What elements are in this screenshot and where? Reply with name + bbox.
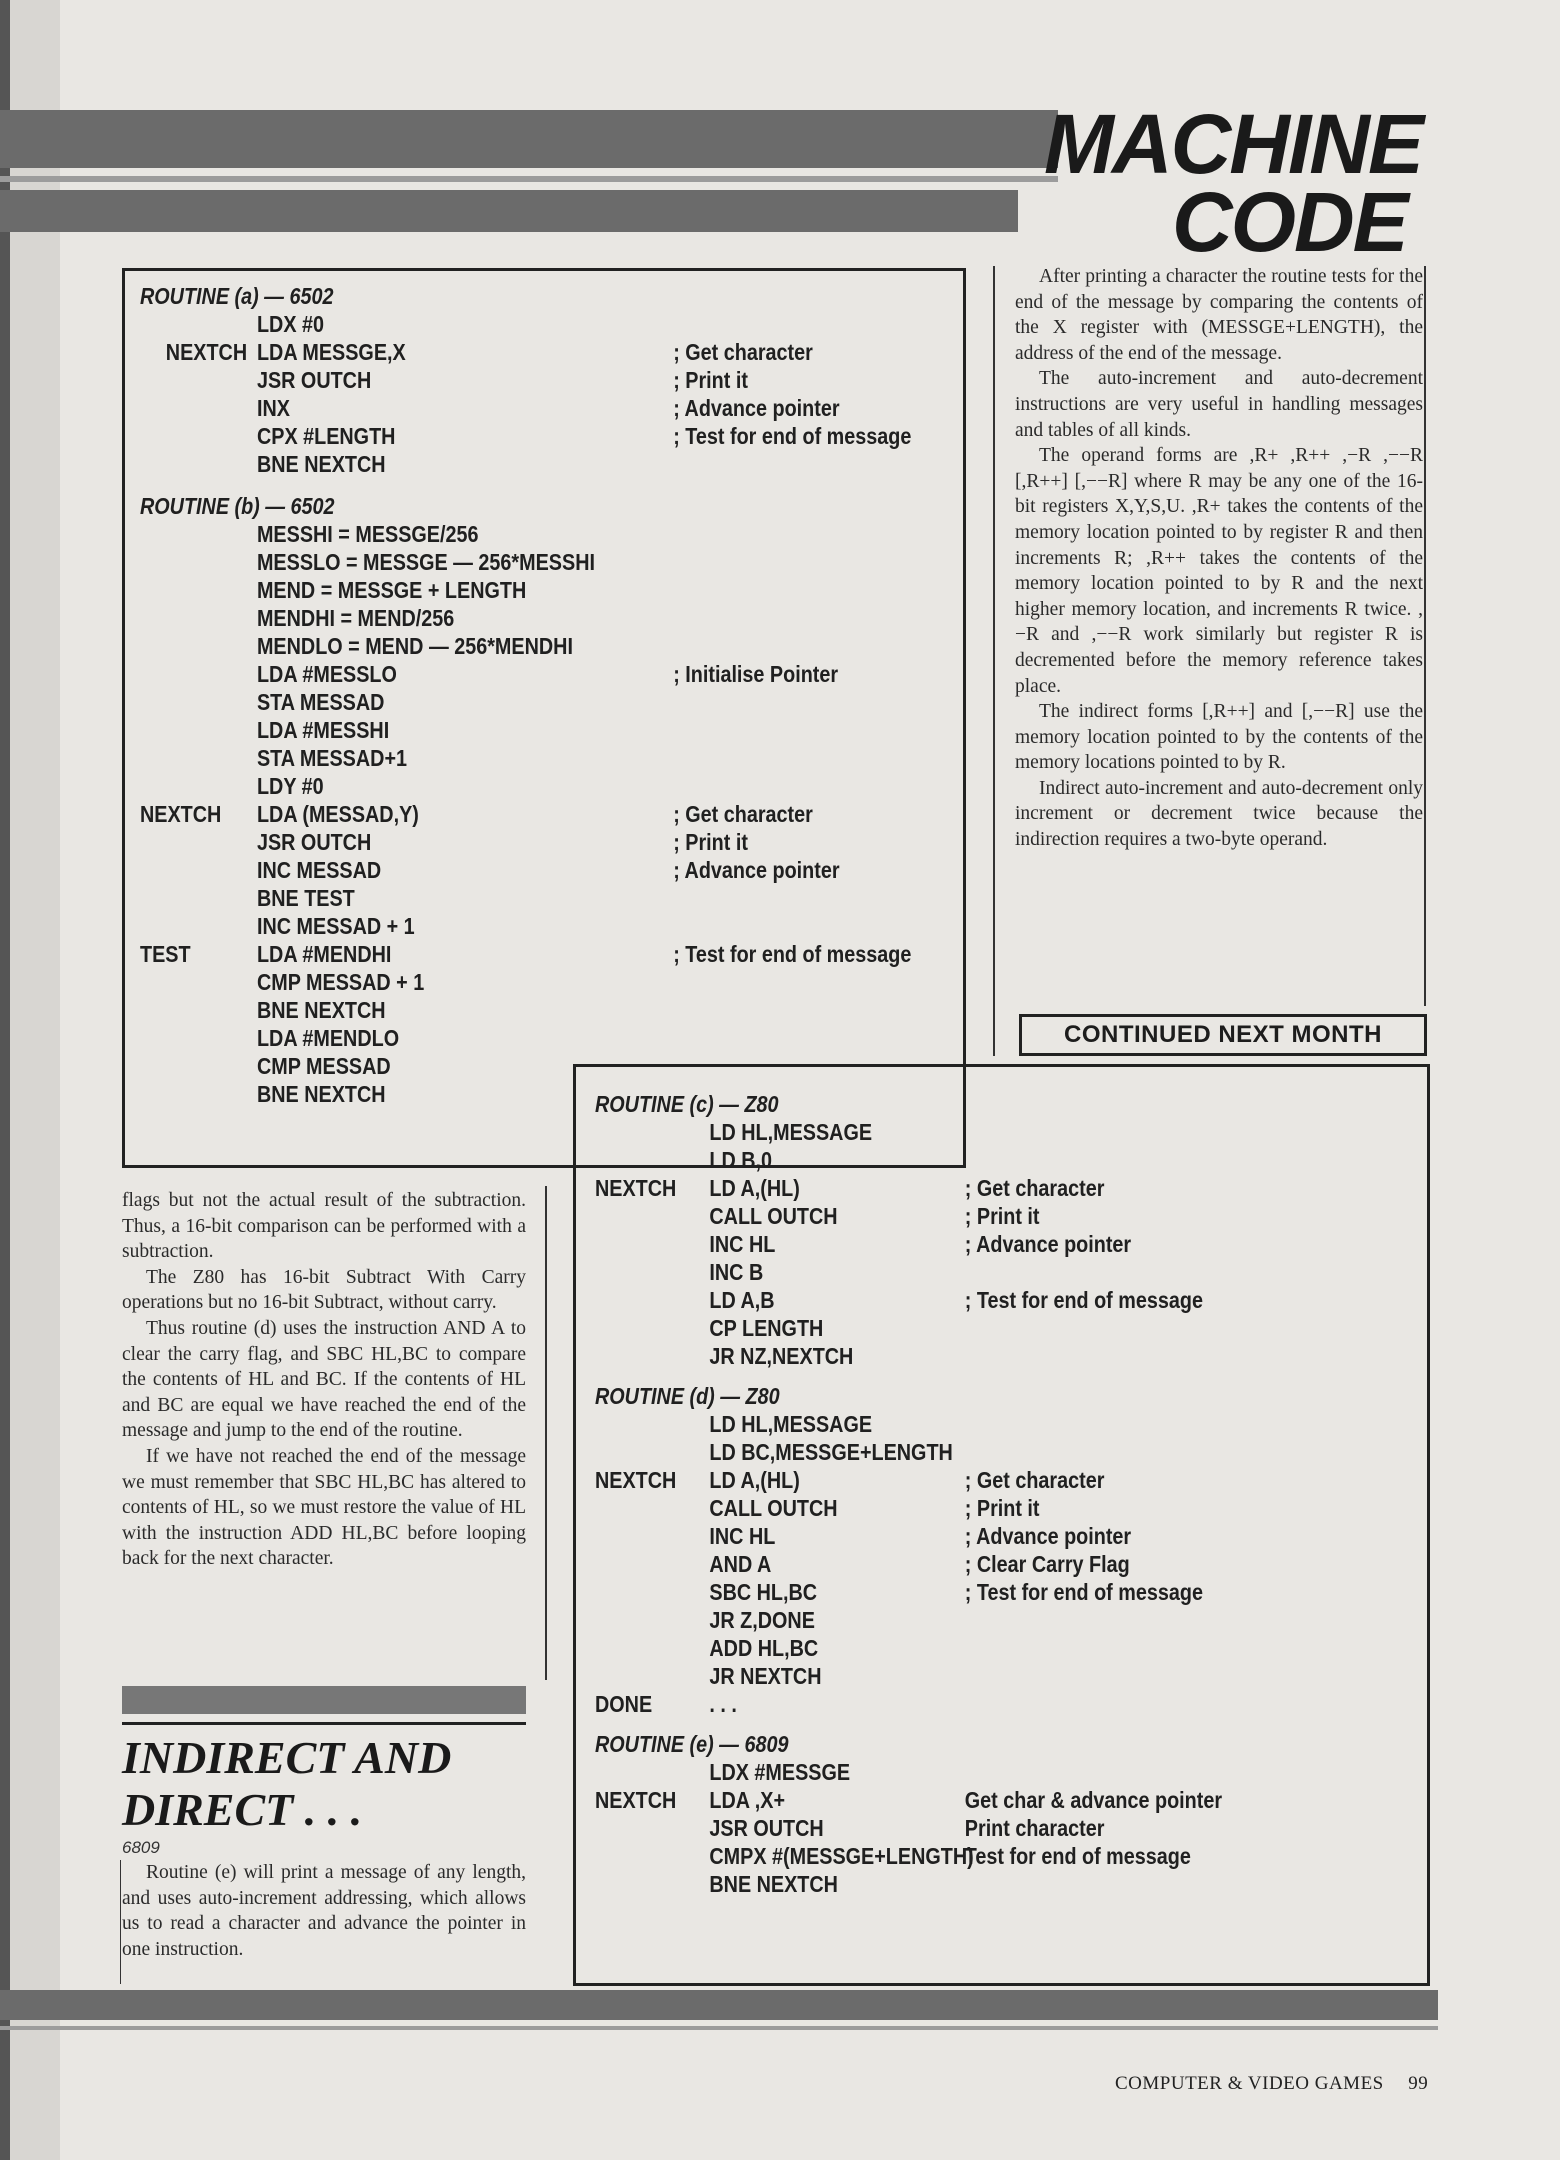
code-line — [140, 310, 897, 338]
code-line — [595, 1342, 1395, 1370]
code-line — [140, 632, 897, 660]
code-instruction: LDA #MESSLO — [256, 661, 397, 687]
code-instruction: INC HL — [709, 1231, 776, 1257]
code-instruction: BNE NEXTCH — [709, 1871, 838, 1897]
code-instruction: LDX #MESSGE — [709, 1759, 851, 1785]
code-line — [140, 604, 897, 632]
code-instruction: CMP MESSAD + 1 — [256, 969, 425, 995]
code-comment: ; Test for end of message — [673, 423, 912, 449]
code-comment: ; Get character — [964, 1467, 1105, 1493]
section-divider-rule — [122, 1722, 526, 1725]
routine-b-label: ROUTINE (b) — 6502 — [140, 493, 335, 519]
right-paragraph: The operand forms are ,R+ ,R++ ,−R ,−−R [,R++] [,−−R] where R may be any one of the 16-bit registers X,Y,S,U. ,R+ takes the contents of the memory location pointed to by register R and then increments R; ,R++ takes the contents of the memory location pointed to by R and the next higher memory location, and increments R twice. ,−R and ,−−R work similarly but register R is decremented before the memory reference takes place. — [1015, 445, 1423, 697]
intro-paragraph: Routine (e) will print a message of any length, and uses auto-increment addressing, which allows us to read a character and advance the pointer in one instruction. — [122, 1862, 526, 1960]
header-bar-bottom — [0, 190, 1018, 232]
code-instruction: LDY #0 — [256, 773, 324, 799]
code-line — [595, 1410, 1395, 1438]
code-line — [595, 1230, 1395, 1258]
code-instruction: BNE NEXTCH — [256, 451, 386, 477]
code-comment: ; Test for end of message — [673, 941, 912, 967]
code-instruction: AND A — [709, 1551, 772, 1577]
left-column-rule — [545, 1186, 547, 1680]
code-instruction: JR NZ,NEXTCH — [709, 1343, 854, 1369]
code-line — [595, 1758, 1395, 1786]
right-column-rule — [993, 266, 995, 1056]
code-line — [140, 940, 912, 968]
code-instruction: LDA #MENDLO — [256, 1025, 400, 1051]
code-instruction: LD HL,MESSAGE — [709, 1411, 873, 1437]
code-label: NEXTCH — [140, 801, 222, 827]
magazine-name: COMPUTER & VIDEO GAMES — [1115, 2073, 1384, 2094]
code-instruction: BNE NEXTCH — [256, 997, 386, 1023]
code-label: NEXTCH — [595, 1175, 677, 1201]
code-line — [140, 520, 897, 548]
code-line — [595, 1578, 1395, 1606]
routine-a-label: ROUTINE (a) — 6502 — [140, 283, 334, 309]
code-line — [595, 1522, 1395, 1550]
code-line — [595, 1814, 1395, 1842]
section-divider-bar — [122, 1686, 526, 1714]
code-line — [140, 548, 897, 576]
left-paragraph: The Z80 has 16-bit Subtract With Carry operations but no 16-bit Subtract, without carry. — [122, 1266, 526, 1314]
code-instruction: LDA (MESSAD,Y) — [256, 801, 419, 827]
section-heading-line-1: INDIRECT AND — [122, 1732, 452, 1783]
code-line — [140, 744, 897, 772]
code-line — [595, 1202, 1395, 1230]
code-line — [595, 1118, 1395, 1146]
title-line-2: CODE — [1172, 175, 1407, 269]
code-comment: ; Advance pointer — [673, 395, 840, 421]
code-instruction: INX — [256, 395, 290, 421]
code-line — [595, 1466, 1395, 1494]
code-comment: ; Get character — [673, 339, 813, 365]
code-comment: ; Test for end of message — [964, 1579, 1203, 1605]
code-line — [140, 660, 897, 688]
code-comment: Test for end of message — [964, 1843, 1191, 1869]
code-comment: ; Get character — [673, 801, 813, 827]
code-instruction: LD HL,MESSAGE — [709, 1119, 873, 1145]
code-line — [140, 884, 897, 912]
code-comment: ; Get character — [964, 1175, 1105, 1201]
code-line — [140, 800, 897, 828]
code-comment: ; Test for end of message — [964, 1287, 1203, 1313]
left-column-rule-lower — [120, 1860, 121, 1984]
code-comment: ; Initialise Pointer — [673, 661, 839, 687]
code-line — [595, 1870, 1395, 1898]
routine-d-label: ROUTINE (d) — Z80 — [595, 1383, 780, 1409]
right-column-text — [1015, 264, 1423, 853]
routine-c-label: ROUTINE (c) — Z80 — [595, 1091, 779, 1117]
code-label: TEST — [140, 941, 191, 967]
code-line — [595, 1146, 1395, 1174]
routine-cde-listing — [595, 1090, 1395, 1898]
header-bar-mid — [0, 176, 1058, 182]
code-instruction: JR Z,DONE — [709, 1607, 815, 1633]
code-comment: ; Clear Carry Flag — [964, 1551, 1130, 1577]
code-line — [140, 422, 912, 450]
code-instruction: MENDHI = MEND/256 — [256, 605, 455, 631]
section-intro-text — [122, 1860, 526, 1962]
code-comment: ; Print it — [964, 1203, 1040, 1229]
code-instruction: CALL OUTCH — [709, 1495, 838, 1521]
code-comment: Get char & advance pointer — [964, 1787, 1223, 1813]
code-comment: Print character — [964, 1815, 1105, 1841]
code-instruction: LDA ,X+ — [709, 1787, 786, 1813]
code-line — [140, 338, 897, 366]
code-label: DONE — [595, 1691, 653, 1717]
code-label: NEXTCH — [595, 1467, 677, 1493]
code-line — [595, 1438, 1395, 1466]
title-line-1: MACHINE — [1044, 97, 1422, 191]
code-label: NEXTCH — [595, 1787, 677, 1813]
code-instruction: INC MESSAD — [256, 857, 382, 883]
page-number: 99 — [1408, 2073, 1429, 2094]
code-instruction: BNE NEXTCH — [256, 1081, 386, 1107]
code-line — [140, 828, 897, 856]
footer-bar-light — [0, 2026, 1438, 2030]
code-instruction: JSR OUTCH — [709, 1815, 824, 1841]
code-instruction: LD A,(HL) — [709, 1175, 800, 1201]
code-line — [140, 1024, 897, 1052]
code-instruction: LDA #MESSHI — [256, 717, 390, 743]
code-instruction: JR NEXTCH — [709, 1663, 822, 1689]
code-line — [595, 1550, 1395, 1578]
code-instruction: BNE TEST — [256, 885, 355, 911]
code-line — [140, 996, 897, 1024]
code-instruction: CMPX #(MESSGE+LENGTH) — [709, 1843, 974, 1869]
page-binding-shadow — [0, 0, 10, 2160]
code-instruction: LD BC,MESSGE+LENGTH — [709, 1439, 953, 1465]
code-comment: ; Advance pointer — [964, 1231, 1132, 1257]
code-instruction: CPX #LENGTH — [256, 423, 396, 449]
code-instruction: LDA MESSGE,X — [256, 339, 406, 365]
code-instruction: CP LENGTH — [709, 1315, 824, 1341]
code-line — [140, 688, 897, 716]
right-paragraph: The indirect forms [,R++] and [,−−R] use the memory location pointed to by the contents of the memory locations pointed to by R. — [1015, 701, 1423, 774]
code-instruction: STA MESSAD — [256, 689, 385, 715]
code-instruction: JSR OUTCH — [256, 829, 372, 855]
left-paragraph: flags but not the actual result of the subtraction. Thus, a 16-bit comparison can be performed with a subtraction. — [122, 1190, 526, 1263]
continued-next-month-box: CONTINUED NEXT MONTH — [1019, 1014, 1427, 1056]
code-line — [595, 1314, 1395, 1342]
code-instruction: INC MESSAD + 1 — [256, 913, 415, 939]
code-line — [595, 1842, 1395, 1870]
code-comment: ; Print it — [964, 1495, 1040, 1521]
right-paragraph: After printing a character the routine tests for the end of the message by comparing the contents of the X register with (MESSGE+LENGTH), the address of the end of the message. — [1015, 266, 1423, 364]
code-line — [140, 366, 897, 394]
code-comment: ; Advance pointer — [964, 1523, 1132, 1549]
section-heading-line-2: DIRECT . . . — [122, 1784, 363, 1835]
code-line — [595, 1786, 1395, 1814]
code-instruction: MENDLO = MEND — 256*MENDHI — [256, 633, 573, 659]
code-instruction: MESSHI = MESSGE/256 — [256, 521, 479, 547]
right-paragraph: The auto-increment and auto-decrement instructions are very useful in handling messages and tables of all kinds. — [1015, 368, 1423, 441]
routine-e-label: ROUTINE (e) — 6809 — [595, 1731, 789, 1757]
code-line — [595, 1494, 1395, 1522]
code-line — [595, 1174, 1395, 1202]
code-instruction: STA MESSAD+1 — [256, 745, 408, 771]
code-comment: ; Print it — [673, 829, 748, 855]
code-instruction: SBC HL,BC — [709, 1579, 818, 1605]
code-line — [595, 1690, 1395, 1718]
footer-bar — [0, 1990, 1438, 2020]
code-instruction: LDA #MENDHI — [256, 941, 392, 967]
code-instruction: MEND = MESSGE + LENGTH — [256, 577, 527, 603]
code-line — [140, 576, 897, 604]
code-instruction: LDX #0 — [256, 311, 325, 337]
code-label: NEXTCH — [165, 339, 248, 365]
code-instruction: MESSLO = MESSGE — 256*MESSHI — [256, 549, 595, 575]
section-subheading: 6809 — [122, 1838, 160, 1857]
code-instruction: LD A,B — [709, 1287, 775, 1313]
code-line — [595, 1286, 1395, 1314]
code-line — [595, 1258, 1395, 1286]
code-instruction: INC B — [709, 1259, 764, 1285]
code-comment: ; Print it — [673, 367, 748, 393]
code-line — [140, 394, 897, 422]
left-paragraph: Thus routine (d) uses the instruction AND A to clear the carry flag, and SBC HL,BC to compare the contents of HL and BC. If the contents of HL and BC are equal we have reached the end of the message and jump to the end of the routine. — [122, 1317, 526, 1442]
routine-a-listing — [140, 282, 912, 1108]
right-column-rule-right — [1424, 266, 1426, 1006]
code-instruction: CALL OUTCH — [709, 1203, 838, 1229]
code-instruction: LD A,(HL) — [709, 1467, 800, 1493]
page-footer — [1115, 2073, 1428, 2095]
code-line — [595, 1662, 1395, 1690]
code-line — [140, 856, 897, 884]
code-instruction: INC HL — [709, 1523, 776, 1549]
code-line — [140, 772, 897, 800]
right-paragraph: Indirect auto-increment and auto-decrement only increment or decrement twice because the indirection requires a two-byte operand. — [1015, 777, 1423, 851]
code-instruction: CMP MESSAD — [256, 1053, 391, 1079]
code-line — [140, 716, 897, 744]
left-paragraph: If we have not reached the end of the message we must remember that SBC HL,BC has altered to contents of HL, so we must restore the value of HL with the instruction ADD HL,BC before looping back for the next character. — [122, 1445, 526, 1570]
code-line — [595, 1634, 1395, 1662]
code-instruction: . . . — [709, 1691, 737, 1717]
code-instruction: JSR OUTCH — [256, 367, 372, 393]
header-bar-top — [0, 110, 1058, 168]
left-column-text — [122, 1188, 526, 1572]
section-heading — [122, 1732, 542, 1836]
code-line — [595, 1606, 1395, 1634]
code-line — [140, 968, 897, 996]
code-instruction: LD B,0 — [709, 1147, 773, 1173]
code-line — [140, 912, 897, 940]
code-line — [140, 450, 897, 478]
code-comment: ; Advance pointer — [673, 857, 840, 883]
code-instruction: ADD HL,BC — [709, 1635, 819, 1661]
